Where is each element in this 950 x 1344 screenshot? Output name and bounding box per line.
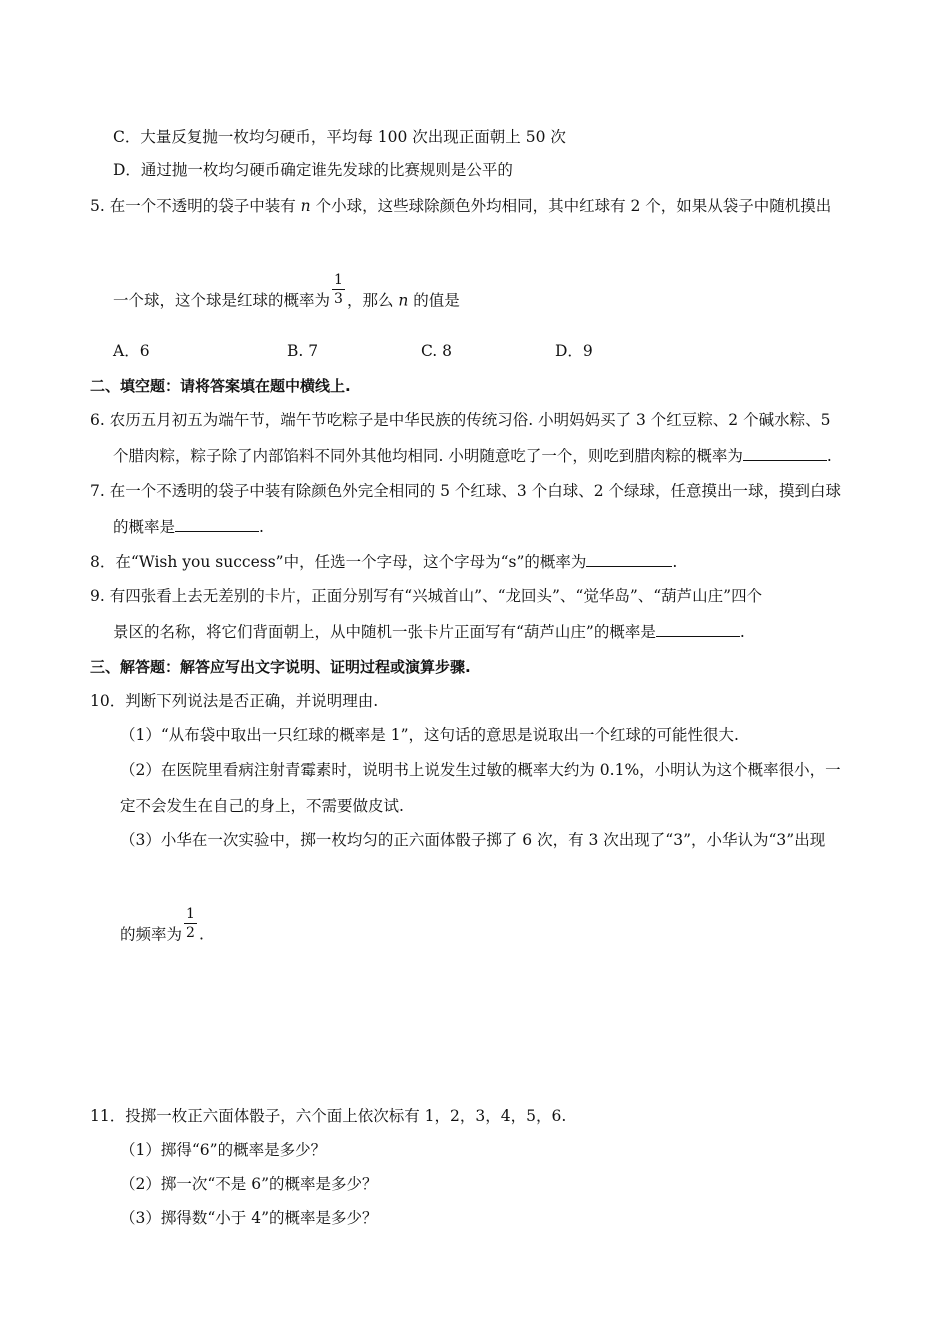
q9-answer-blank[interactable]	[656, 622, 740, 637]
q10-part2-line1: （2）在医院里看病注射青霉素时，说明书上说发生过敏的概率大约为 0.1%，小明认为这个概率很小，一	[120, 761, 841, 779]
q7-text: 的概率是	[113, 518, 176, 536]
q10-part1: （1）“从布袋中取出一只红球的概率是 1”，这句话的意思是说取出一个红球的可能性很大.	[120, 726, 739, 744]
q4-option-d: D．通过抛一枚均匀硬币确定谁先发球的比赛规则是公平的	[113, 161, 513, 179]
q6-line1: 6. 农历五月初五为端午节，端午节吃粽子是中华民族的传统习俗. 小明妈妈买了 3 个红豆粽、2 个碱水粽、5	[90, 411, 831, 429]
q5-frac-den: 3	[334, 291, 343, 307]
q5-frac-num: 1	[334, 272, 343, 288]
q10-title: 10．判断下列说法是否正确，并说明理由.	[90, 692, 379, 710]
q7-answer-blank[interactable]	[175, 517, 259, 532]
q5-var-n: n	[300, 197, 311, 215]
q8-line1	[90, 552, 677, 572]
q10-end: .	[198, 925, 204, 944]
section-heading-solve: 三、解答题：解答应写出文字说明、证明过程或演算步骤.	[90, 658, 471, 676]
q9-text: 景区的名称，将它们背面朝上，从中随机一张卡片正面写有“葫芦山庄”的概率是	[113, 623, 656, 641]
q5-fraction	[332, 271, 345, 308]
q5-text: 一个球，这个球是红球的概率为	[113, 291, 331, 310]
q5-option-a: A．6	[113, 342, 150, 360]
q9-line1: 9. 有四张看上去无差别的卡片，正面分别写有“兴城首山”、“龙回头”、“觉华岛”、“葫芦山庄”四个	[90, 587, 763, 605]
q11-part2: （2）掷一次“不是 6”的概率是多少？	[120, 1175, 378, 1193]
q10-text: 的频率为	[120, 925, 183, 944]
q6-text: 个腊肉粽，粽子除了内部馅料不同外其他均相同. 小明随意吃了一个，则吃到腊肉粽的概率为	[113, 447, 743, 465]
section-heading-fill-in: 二、填空题：请将答案填在题中横线上.	[90, 377, 351, 395]
q10-frac-den: 2	[186, 925, 195, 941]
q8-text: 8．在“Wish you success”中，任选一个字母，这个字母为“s”的概率为	[90, 553, 587, 571]
q10-part2-line2: 定不会发生在自己的身上，不需要做皮试.	[120, 797, 404, 815]
q10-fraction	[184, 905, 197, 942]
q10-frac-num: 1	[186, 906, 195, 922]
q5-option-c: C. 8	[421, 342, 453, 360]
q8-answer-blank[interactable]	[586, 552, 672, 567]
q4-option-c: C．大量反复抛一枚均匀硬币，平均每 100 次出现正面朝上 50 次	[113, 128, 566, 146]
q5-var-n: n	[398, 291, 409, 310]
q6-line2	[113, 446, 832, 466]
q7-line2	[113, 517, 264, 537]
q5-text: 的值是	[408, 291, 460, 310]
q11-part1: （1）掷得“6”的概率是多少？	[120, 1141, 327, 1159]
q5-stem-line1	[90, 196, 831, 216]
q6-answer-blank[interactable]	[743, 446, 827, 461]
q6-end: .	[826, 447, 832, 465]
q9-end: .	[739, 623, 745, 641]
q10-part3-line1: （3）小华在一次实验中，掷一枚均匀的正六面体骰子掷了 6 次，有 3 次出现了“3”，小华认为“3”出现	[120, 831, 826, 849]
q5-option-b: B. 7	[287, 342, 319, 360]
q11-title: 11．投掷一枚正六面体骰子，六个面上依次标有 1，2，3，4，5，6.	[90, 1107, 567, 1125]
q5-text: ，那么	[346, 291, 399, 310]
q5-text: 5. 在一个不透明的袋子中装有	[90, 197, 301, 215]
q7-line1: 7. 在一个不透明的袋子中装有除颜色外完全相同的 5 个红球、3 个白球、2 个绿球，任意摸出一球，摸到白球	[90, 482, 842, 500]
q8-end: .	[672, 553, 678, 571]
q10-part3-line2	[120, 906, 204, 954]
q5-stem-line2	[113, 272, 460, 320]
q5-option-d: D．9	[555, 342, 593, 360]
q9-line2	[113, 622, 745, 642]
q11-part3: （3）掷得数“小于 4”的概率是多少？	[120, 1209, 378, 1227]
q7-end: .	[259, 518, 264, 536]
q5-text: 个小球，这些球除颜色外均相同，其中红球有 2 个，如果从袋子中随机摸出	[310, 197, 832, 215]
